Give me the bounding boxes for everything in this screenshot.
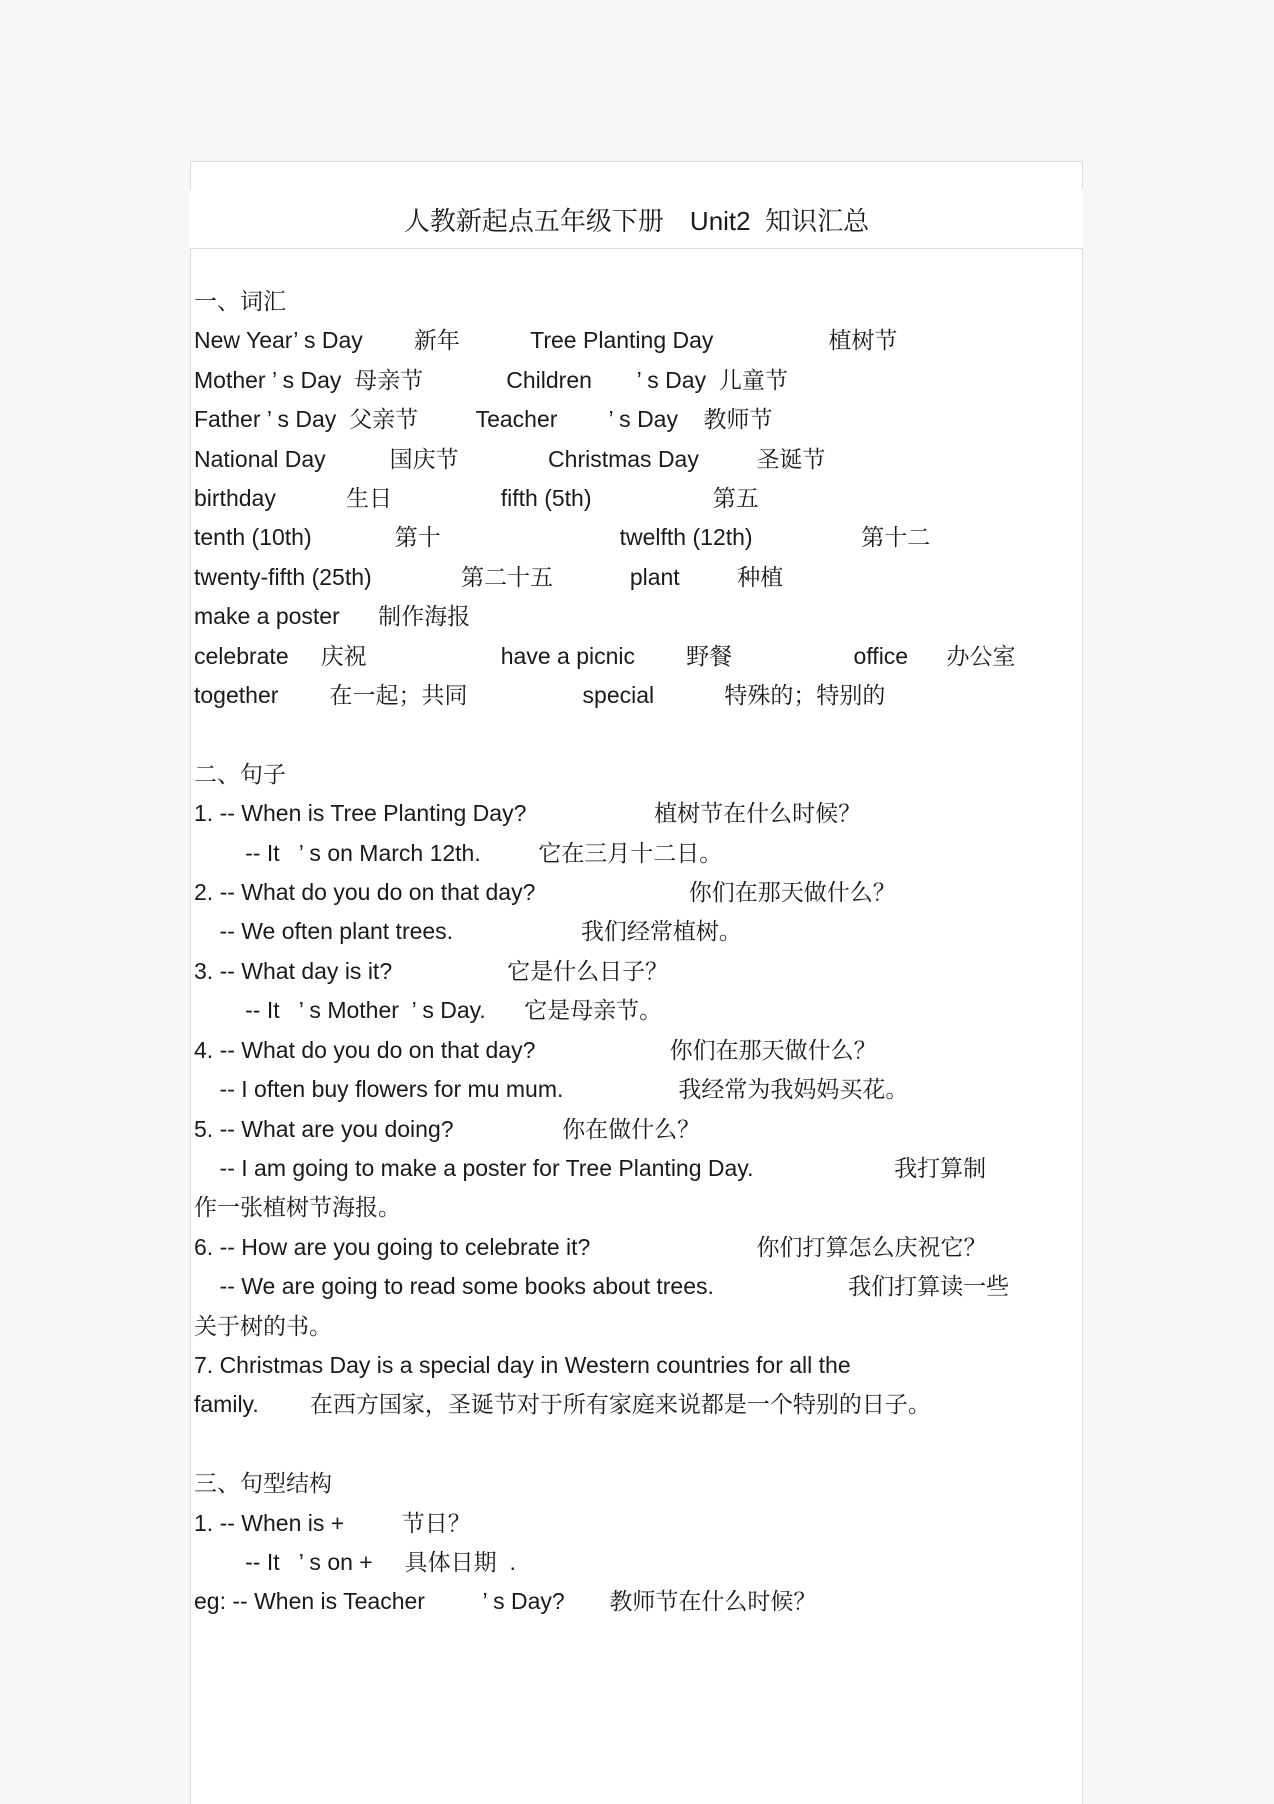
doc-line: 6. -- How are you going to celebrate it? 你们打算怎么庆祝它？ [194,1233,987,1260]
doc-line: -- I am going to make a poster for Tree Planting Day. 我打算制 [194,1154,987,1181]
doc-line [194,715,1080,754]
doc-lines [194,282,1080,1622]
doc-line: 3. -- What day is it? 它是什么日子？ [194,957,669,984]
doc-line: birthday 生日 fifth (5th) 第五 [194,485,759,512]
doc-line: together 在一起；共同 special 特殊的；特别的 [194,682,886,709]
doc-line: celebrate 庆祝 have a picnic 野餐 office 办公室 [194,642,1016,669]
doc-line: -- We often plant trees. 我们经常植树。 [194,918,742,945]
doc-line: Father ’ s Day 父亲节 Teacher ’ s Day 教师节 [194,406,773,433]
doc-line: 三、句型结构 [194,1470,332,1497]
doc-line: 作一张植树节海报。 [194,1194,401,1221]
doc-line [194,1425,1080,1464]
doc-line: -- It ’ s on March 12th. 它在三月十二日。 [194,839,723,866]
doc-line: New Year’ s Day 新年 Tree Planting Day 植树节 [194,327,898,354]
document-body [190,248,1083,1804]
header-strip [190,161,1083,190]
doc-line: twenty-fifth (25th) 第二十五 plant 种植 [194,563,784,590]
doc-line: Mother ’ s Day 母亲节 Children ’ s Day 儿童节 [194,366,788,393]
doc-line: family. 在西方国家，圣诞节对于所有家庭来说都是一个特别的日子。 [194,1391,931,1418]
doc-line: National Day 国庆节 Christmas Day 圣诞节 [194,445,826,472]
doc-line: 2. -- What do you do on that day? 你们在那天做什么？ [194,879,896,906]
doc-line: tenth (10th) 第十 twelfth (12th) 第十二 [194,524,931,551]
doc-line: eg: -- When is Teacher ’ s Day? 教师节在什么时候？ [194,1588,817,1615]
doc-line: 一、词汇 [194,288,286,314]
doc-line: 7. Christmas Day is a special day in Western countries for all the [194,1351,851,1378]
doc-line: make a poster 制作海报 [194,603,471,630]
doc-line: -- It ’ s Mother ’ s Day. 它是母亲节。 [194,997,663,1024]
doc-line: -- I often buy flowers for mu mum. 我经常为我妈妈买花。 [194,1076,909,1103]
title-band [190,190,1083,248]
doc-line: 1. -- When is Tree Planting Day? 植树节在什么时候？ [194,800,862,827]
doc-line: 二、句子 [194,760,286,787]
document-title: 人教新起点五年级下册 Unit2 知识汇总 [403,205,870,236]
doc-line: 5. -- What are you doing? 你在做什么？ [194,1115,701,1142]
doc-line: 4. -- What do you do on that day? 你们在那天做什么？ [194,1036,877,1063]
doc-line: -- It ’ s on + 具体日期 . [194,1548,516,1575]
doc-line: 关于树的书。 [194,1312,332,1339]
doc-line: 1. -- When is + 节日？ [194,1509,471,1536]
doc-line: -- We are going to read some books about trees. 我们打算读一些 [194,1273,1010,1300]
